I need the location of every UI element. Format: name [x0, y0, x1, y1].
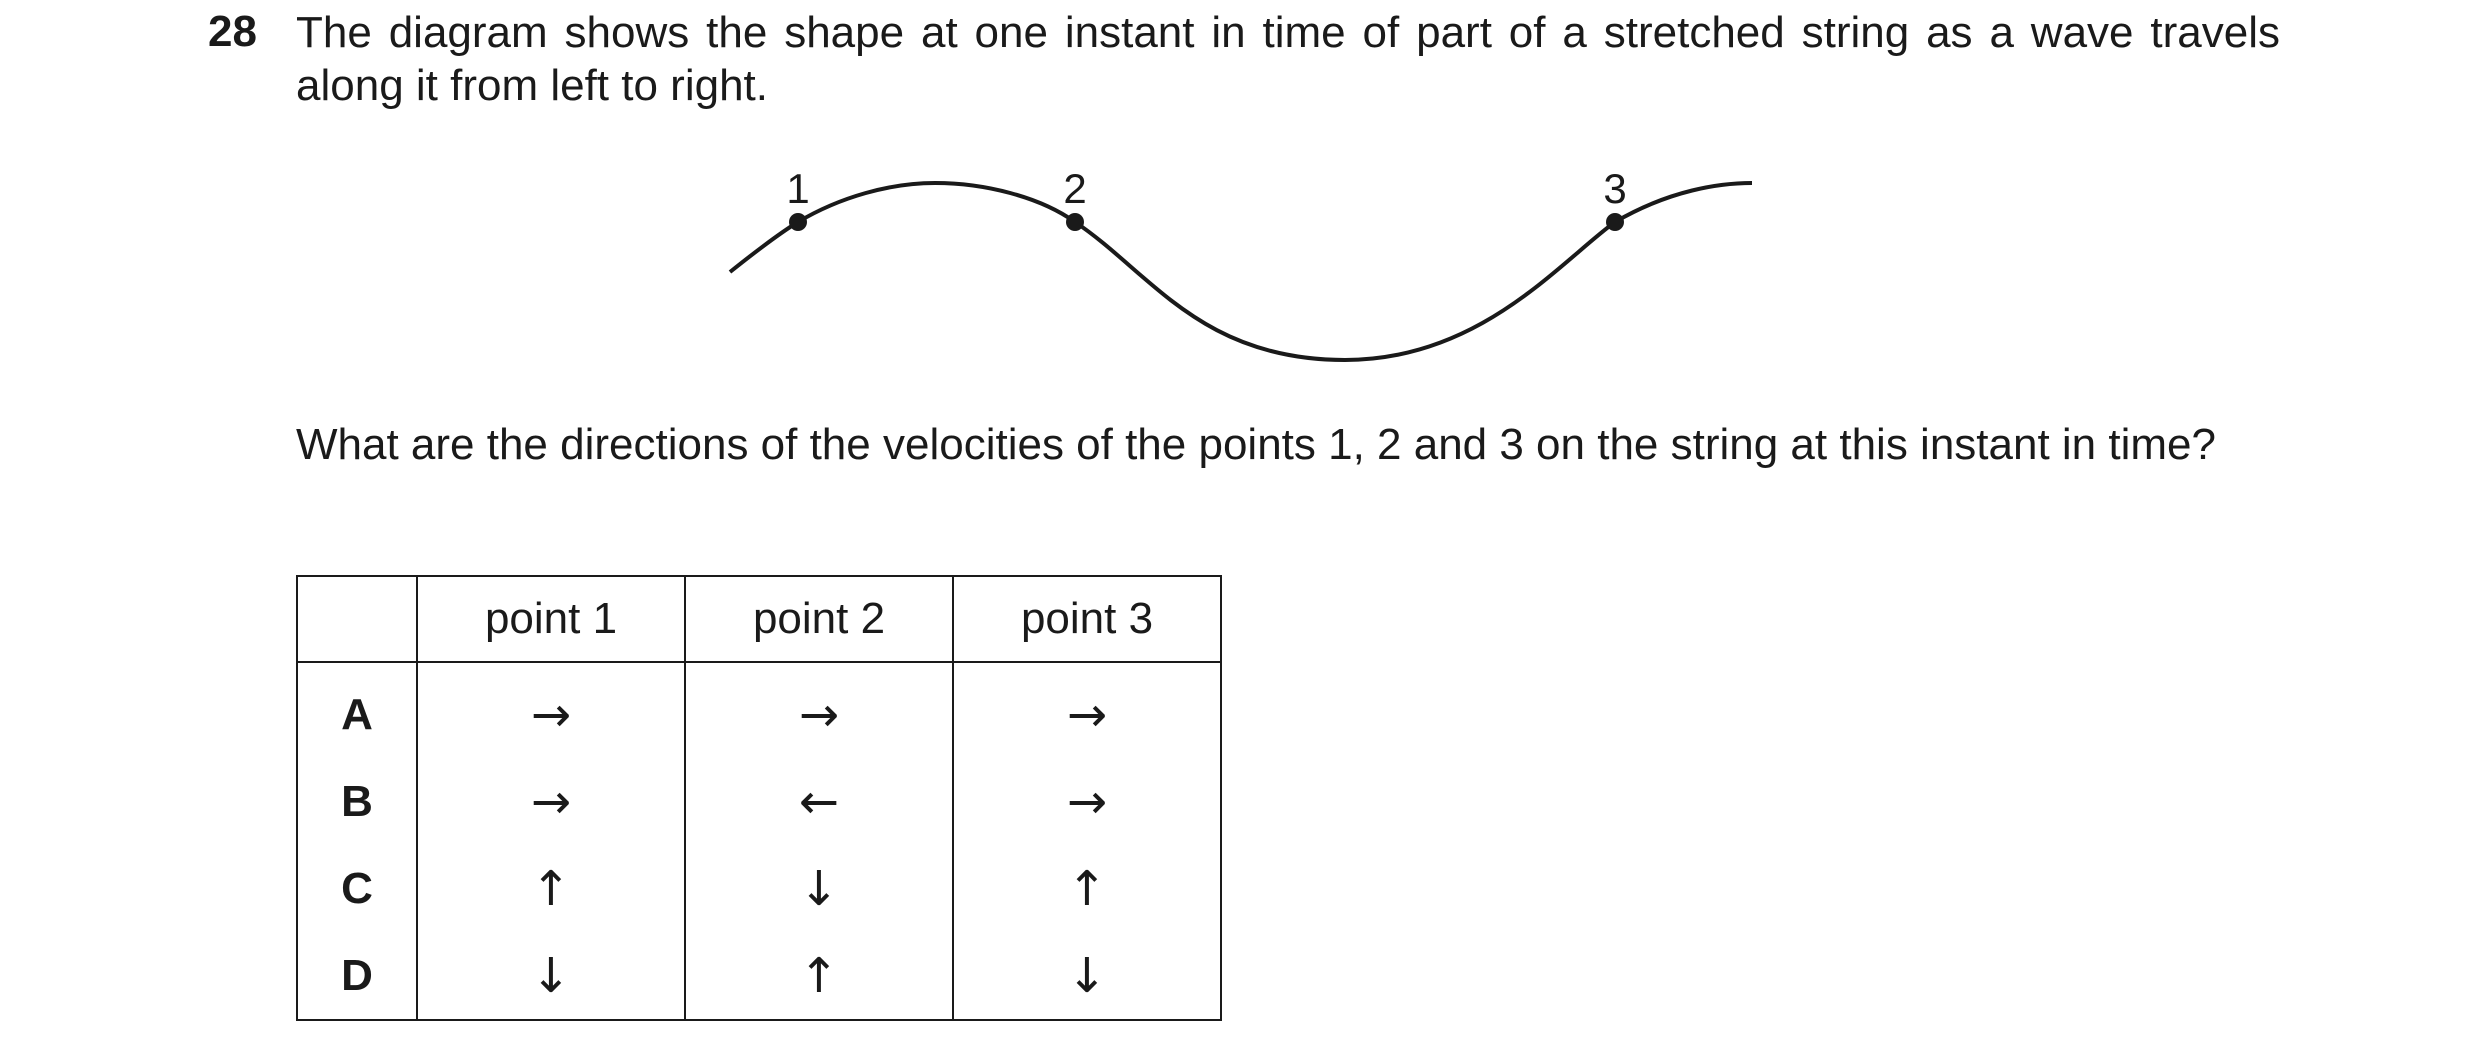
answer-options-table — [296, 575, 1222, 1021]
option-row-b[interactable] — [297, 758, 1221, 845]
header-point-1: point 1 — [417, 576, 685, 662]
option-key: B — [297, 758, 417, 845]
point-2-direction: ↑ — [685, 932, 953, 1020]
wave-string — [730, 183, 1752, 360]
point-1-marker — [789, 213, 807, 231]
option-row-a[interactable] — [297, 662, 1221, 758]
header-point-3: point 3 — [953, 576, 1221, 662]
point-3-direction: → — [953, 758, 1221, 845]
point-2-marker — [1066, 213, 1084, 231]
point-2-direction: ← — [685, 758, 953, 845]
point-3-direction: ↑ — [953, 845, 1221, 932]
wave-diagram — [0, 0, 2480, 400]
point-3-label: 3 — [1603, 165, 1627, 212]
point-1-direction: ↓ — [417, 932, 685, 1020]
option-row-c[interactable] — [297, 845, 1221, 932]
point-1-direction: ↑ — [417, 845, 685, 932]
table-header-row — [297, 576, 1221, 662]
point-2-label: 2 — [1063, 165, 1087, 212]
point-3-direction: → — [953, 662, 1221, 758]
option-key: A — [297, 662, 417, 758]
point-2-direction: → — [685, 662, 953, 758]
point-2-direction: ↓ — [685, 845, 953, 932]
point-1-label: 1 — [786, 165, 810, 212]
option-row-d[interactable] — [297, 932, 1221, 1020]
question-number: 28 — [208, 7, 257, 56]
option-key: C — [297, 845, 417, 932]
header-point-2: point 2 — [685, 576, 953, 662]
option-key: D — [297, 932, 417, 1020]
question-stem: The diagram shows the shape at one instant in time of part of a stretched string as a wave travels along it from left to right. — [296, 8, 2280, 110]
question-prompt: What are the directions of the velocities of the points 1, 2 and 3 on the string at this instant in time? — [296, 420, 2216, 469]
point-1-direction: → — [417, 662, 685, 758]
point-3-direction: ↓ — [953, 932, 1221, 1020]
header-blank — [297, 576, 417, 662]
point-1-direction: → — [417, 758, 685, 845]
point-3-marker — [1606, 213, 1624, 231]
